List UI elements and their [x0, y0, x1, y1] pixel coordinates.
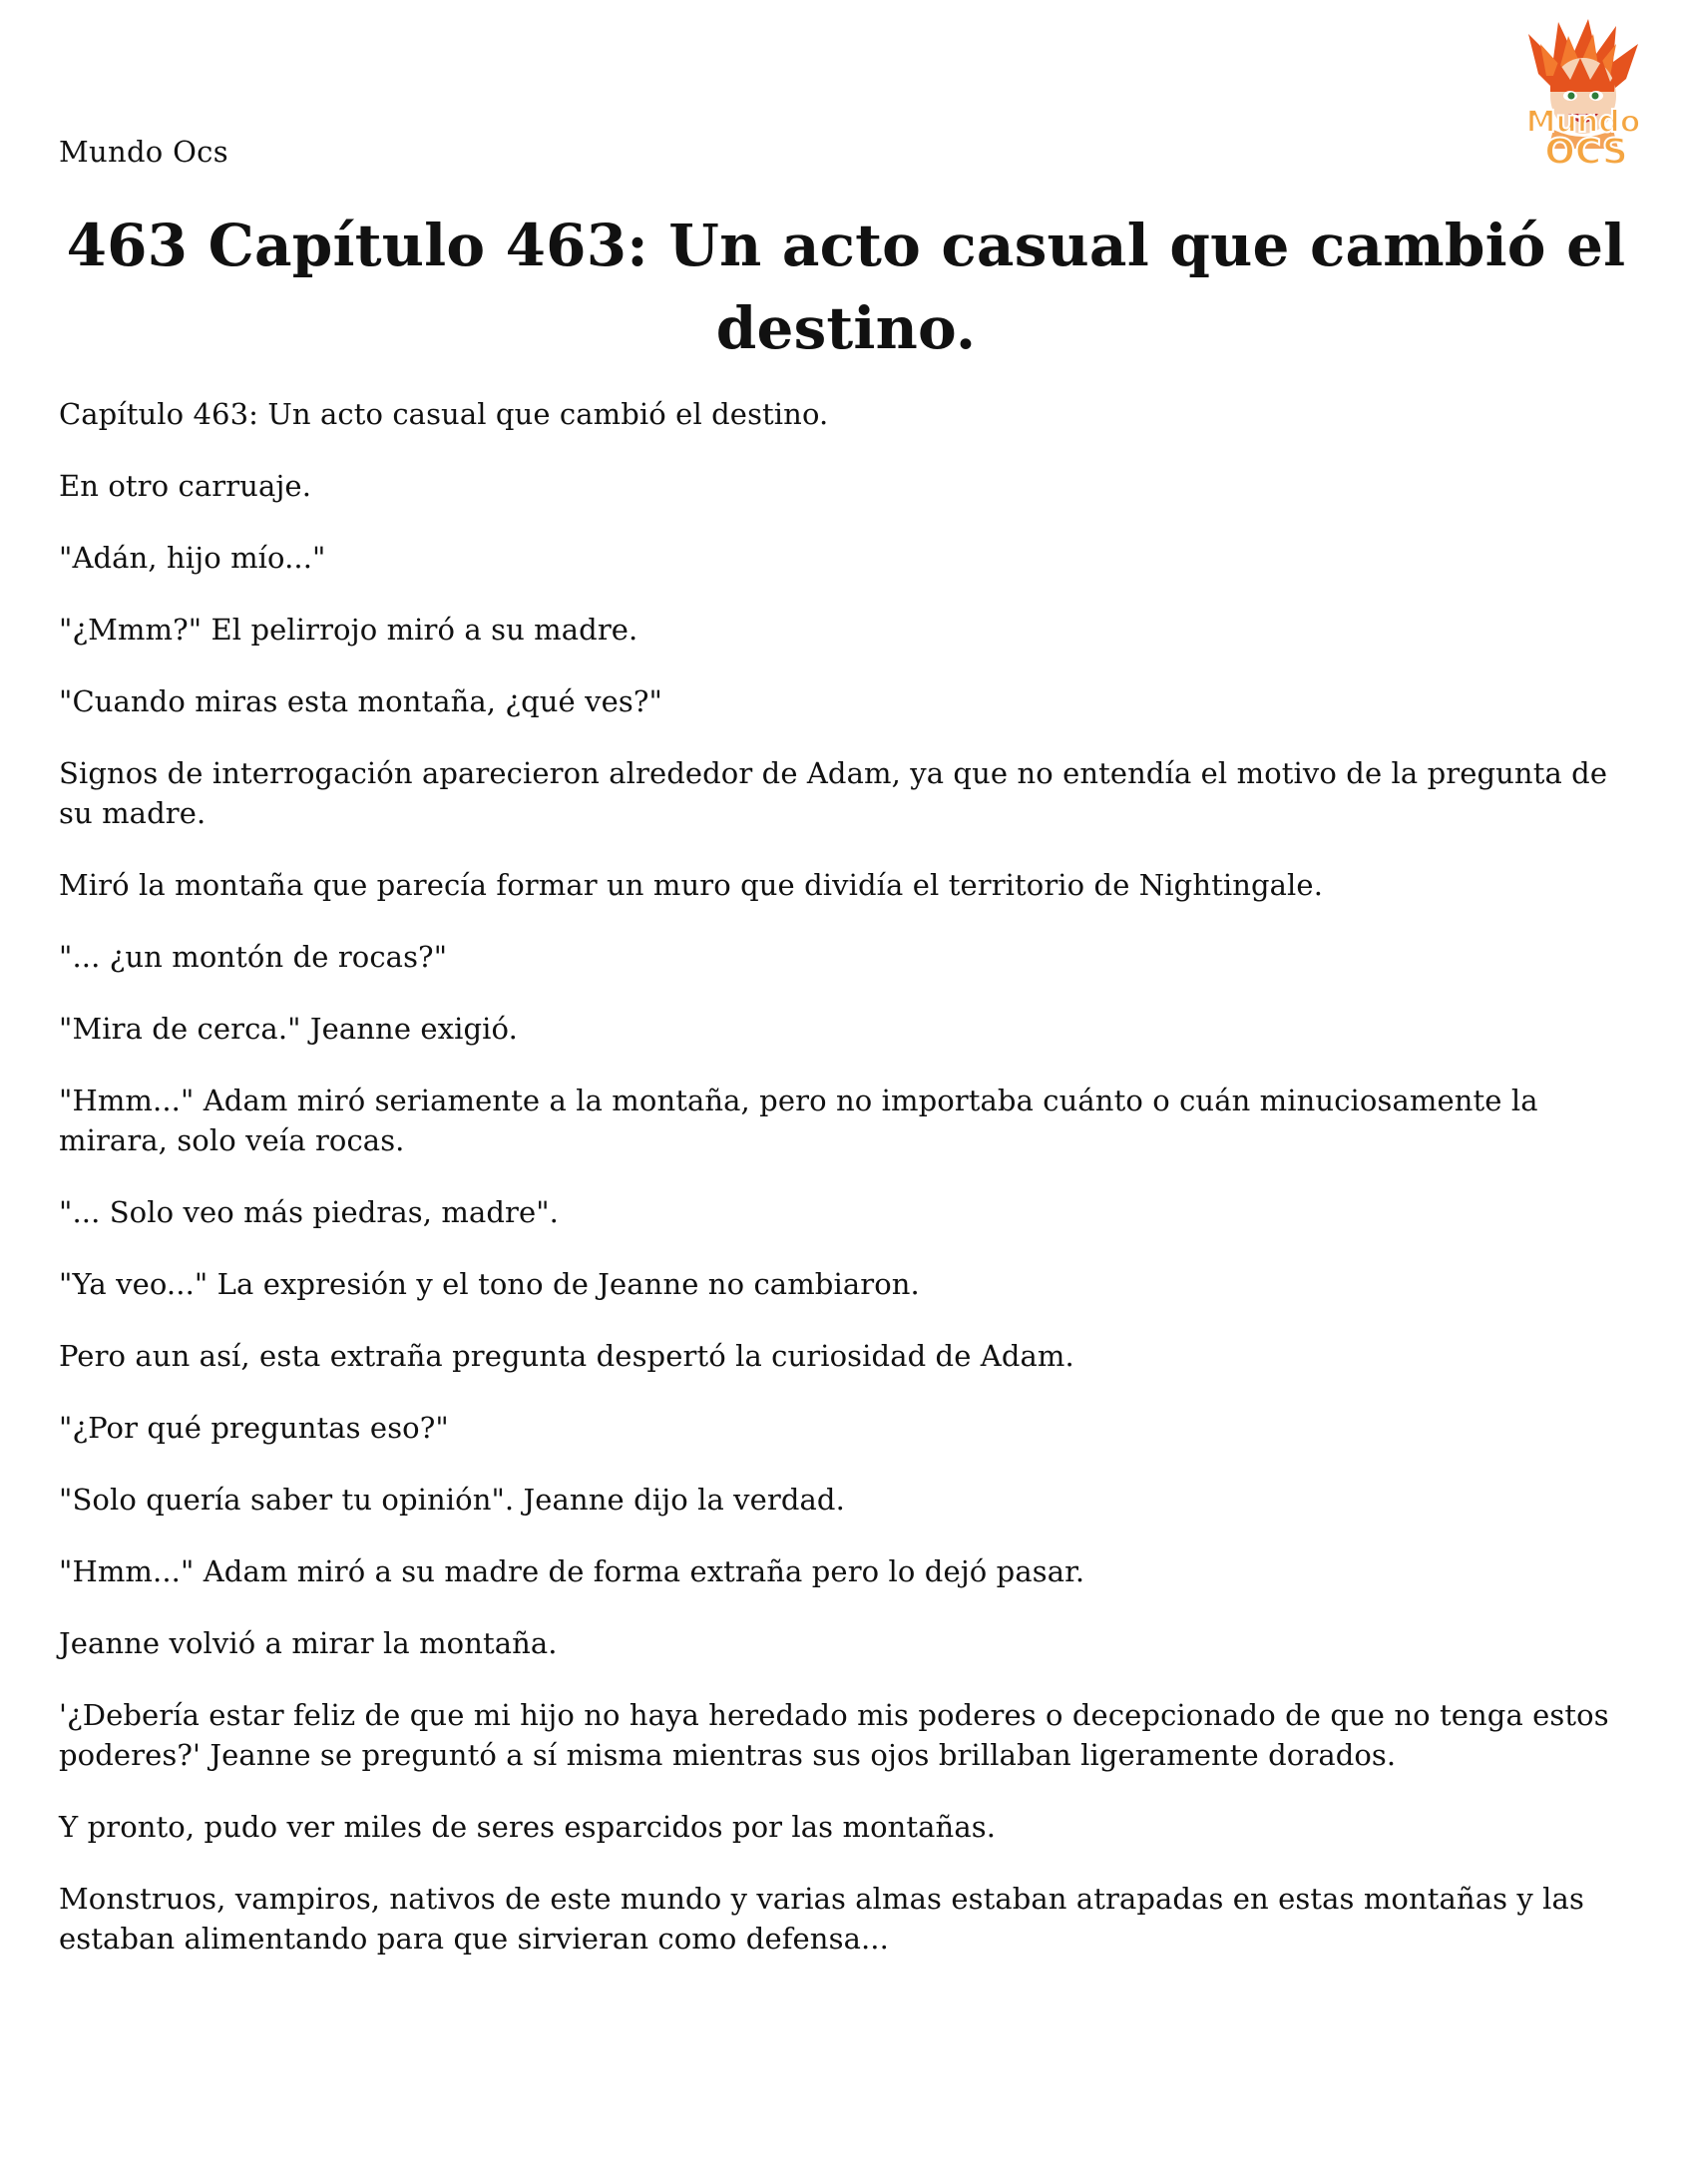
chapter-body: [59, 394, 1645, 1990]
paragraph: "Hmm..." Adam miró a su madre de forma extraña pero lo dejó pasar.: [59, 1554, 1085, 1588]
paragraph: Jeanne volvió a mirar la montaña.: [59, 1626, 558, 1660]
paragraph: "Hmm..." Adam miró seriamente a la montaña, pero no importaba cuánto o cuán minuciosamente la mirara, solo veía rocas.: [59, 1084, 1538, 1157]
paragraph: "Adán, hijo mío...": [59, 541, 326, 575]
paragraph: "... ¿un montón de rocas?": [59, 940, 448, 974]
paragraph: "¿Mmm?" El pelirrojo miró a su madre.: [59, 613, 638, 647]
logo-text-ocs: OCS: [1544, 132, 1628, 173]
paragraph: Monstruos, vampiros, nativos de este mundo y varias almas estaban atrapadas en estas montañas y las estaban alimentando para que sirvieran como defensa...: [59, 1882, 1584, 1956]
paragraph: Y pronto, pudo ver miles de seres esparcidos por las montañas.: [59, 1810, 997, 1844]
paragraph: En otro carruaje.: [59, 469, 312, 503]
site-name: Mundo Ocs: [59, 135, 228, 169]
paragraph: Pero aun así, esta extraña pregunta despertó la curiosidad de Adam.: [59, 1339, 1074, 1373]
logo-text-mundo: Mundo: [1525, 105, 1641, 140]
paragraph: '¿Debería estar feliz de que mi hijo no haya heredado mis poderes o decepcionado de que no tenga estos poderes?' Jeanne se preguntó a sí misma mientras sus ojos brillaban ligeramente dorados.: [59, 1698, 1609, 1772]
paragraph: "Mira de cerca." Jeanne exigió.: [59, 1012, 518, 1046]
paragraph: Miró la montaña que parecía formar un muro que dividía el territorio de Nightingale.: [59, 868, 1324, 902]
mundo-ocs-logo: [1498, 14, 1668, 184]
paragraph: Signos de interrogación aparecieron alrededor de Adam, ya que no entendía el motivo de la pregunta de su madre.: [59, 756, 1608, 830]
paragraph: "¿Por qué preguntas eso?": [59, 1411, 449, 1445]
chapter-title: 463 Capítulo 463: Un acto casual que cambió el destino.: [66, 212, 1626, 362]
paragraph: "Ya veo..." La expresión y el tono de Jeanne no cambiaron.: [59, 1267, 920, 1301]
paragraph: Capítulo 463: Un acto casual que cambió el destino.: [59, 397, 829, 431]
paragraph: "Cuando miras esta montaña, ¿qué ves?": [59, 684, 662, 718]
paragraph: "... Solo veo más piedras, madre".: [59, 1195, 559, 1229]
paragraph: "Solo quería saber tu opinión". Jeanne dijo la verdad.: [59, 1483, 845, 1517]
